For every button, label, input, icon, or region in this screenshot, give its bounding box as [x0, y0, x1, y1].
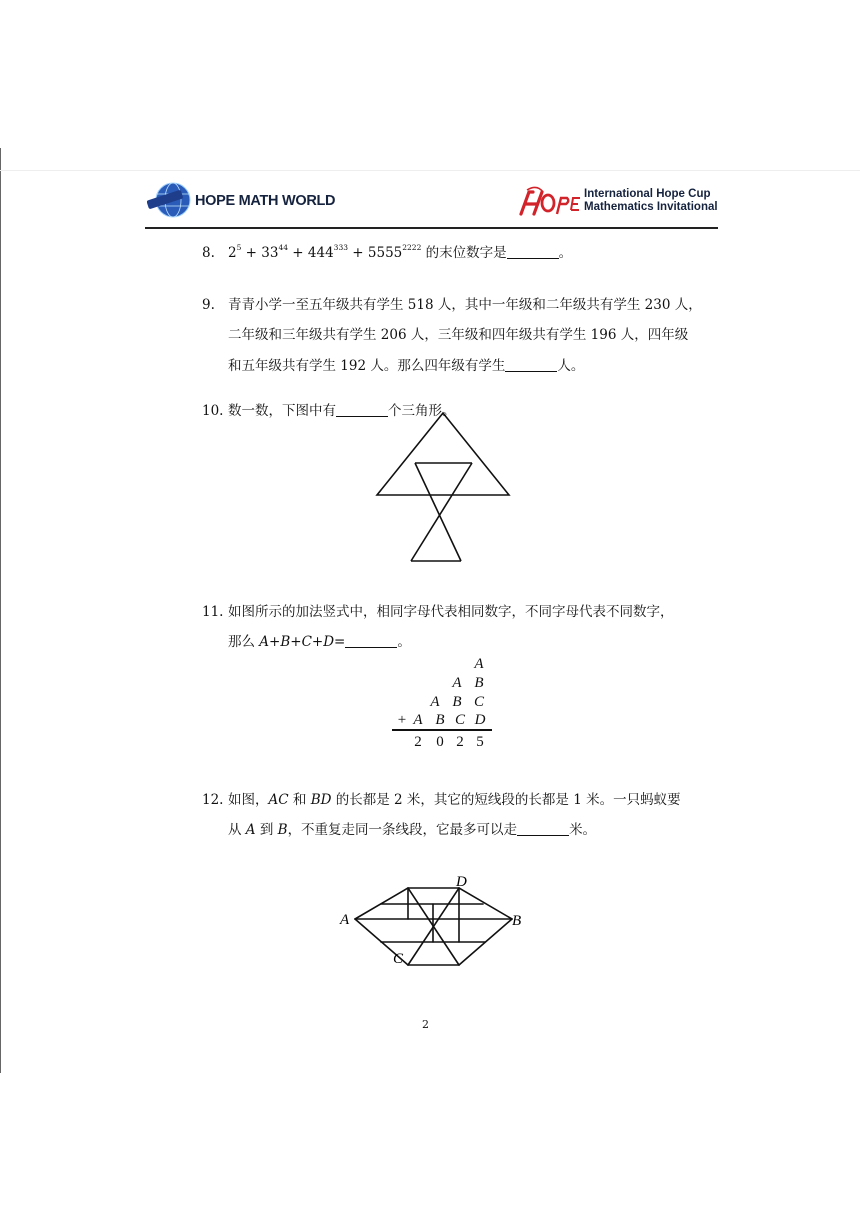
digit-letter: A — [474, 656, 484, 672]
hope-cup-brand-line2: Mathematics Invitational — [584, 201, 718, 213]
question-line-1: 青青小学一至五年级共有学生 518 人，其中一年级和二年级共有学生 230 人， — [228, 297, 702, 313]
question-line-2: 那么 — [228, 634, 260, 650]
result-digit: 5 — [476, 734, 484, 750]
question-text: ，不重复走同一条线段，它最多可以走 — [287, 822, 518, 838]
hope-cup-logo-icon — [517, 186, 581, 218]
answer-blank[interactable] — [345, 633, 397, 648]
question-line-1: 如图所示的加法竖式中，相同字母代表相同数字，不同字母代表不同数字， — [228, 604, 674, 620]
digit-letter: D — [474, 712, 486, 728]
question-number: 9. — [202, 297, 215, 313]
term-3-exp: 333 — [333, 243, 348, 252]
term-3-base: + 444 — [288, 245, 334, 261]
sum-line — [392, 729, 492, 731]
term-1-exp: 5 — [236, 243, 242, 252]
big-triangle — [377, 413, 509, 495]
question-text: 的末位数字是 — [421, 245, 507, 261]
question-end: 。 — [558, 245, 573, 261]
question-number: 12. — [202, 792, 224, 808]
scan-left-edge — [0, 148, 1, 1073]
question-9 — [202, 290, 702, 382]
question-end: 个三角形。 — [388, 403, 456, 419]
point-d-label: D — [456, 874, 467, 890]
vertical-addition — [392, 656, 492, 758]
result-digit: 2 — [456, 734, 464, 750]
triangle-figure — [370, 408, 520, 568]
question-text: 的长都是 2 米，其它的短线段的长都是 1 米。一只蚂蚁要 — [331, 792, 681, 808]
question-11 — [202, 597, 674, 657]
answer-blank[interactable] — [507, 244, 559, 259]
term-2-exp: 44 — [278, 243, 288, 252]
result-digit: 2 — [414, 734, 422, 750]
globe-logo-icon — [147, 180, 195, 220]
segment-ac: AC — [268, 792, 289, 808]
answer-blank[interactable] — [517, 821, 569, 836]
page-number: 2 — [422, 1018, 429, 1031]
question-end: 人。 — [557, 358, 585, 374]
lattice-figure — [330, 868, 530, 973]
point-b-text: B — [277, 822, 288, 838]
question-12 — [202, 785, 681, 845]
scan-top-edge — [0, 170, 860, 171]
question-text: 和 — [288, 792, 311, 808]
point-a-text: A — [245, 822, 256, 838]
hope-math-world-brand: HOPE MATH WORLD — [195, 193, 336, 209]
digit-letter: B — [452, 694, 462, 710]
segment-bd: BD — [310, 792, 332, 808]
point-a-label: A — [340, 912, 350, 928]
digit-letter: A — [452, 675, 462, 691]
question-end: 米。 — [569, 822, 597, 838]
right-leg — [411, 463, 472, 561]
question-8 — [202, 238, 572, 268]
question-text: 如图， — [228, 792, 269, 808]
header-rule — [145, 227, 718, 229]
term-2-base: + 33 — [241, 245, 279, 261]
digit-letter: B — [474, 675, 484, 691]
term-4-exp: 2222 — [402, 243, 422, 252]
digit-letter: C — [454, 712, 465, 728]
result-digit: 0 — [436, 734, 444, 750]
answer-blank[interactable] — [505, 357, 557, 372]
question-line-3: 和五年级共有学生 192 人。那么四年级有学生 — [228, 358, 506, 374]
plus-sign: + — [397, 712, 407, 728]
point-b-label: B — [512, 913, 522, 929]
page-header — [145, 178, 718, 228]
question-line-2: 二年级和三年级共有学生 206 人，三年级和四年级共有学生 196 人，四年级 — [228, 327, 689, 343]
point-c-label: C — [393, 951, 404, 967]
question-number: 10. — [202, 403, 224, 419]
hope-cup-brand-line1: International Hope Cup — [584, 188, 711, 200]
question-text: 从 — [228, 822, 246, 838]
left-leg — [415, 463, 461, 561]
question-end: 。 — [397, 634, 411, 650]
term-4-base: + 5555 — [348, 245, 403, 261]
sum-expression: A+B+C+D= — [259, 634, 346, 650]
question-number: 8. — [202, 245, 215, 261]
digit-letter: B — [435, 712, 445, 728]
question-text: 数一数，下图中有 — [228, 403, 336, 419]
hope-cup-brand — [584, 188, 718, 214]
digit-letter: C — [473, 694, 484, 710]
question-number: 11. — [202, 604, 224, 620]
question-text: 到 — [255, 822, 278, 838]
digit-letter: A — [430, 694, 440, 710]
term-1-base: 2 — [228, 245, 237, 261]
digit-letter: A — [413, 712, 423, 728]
